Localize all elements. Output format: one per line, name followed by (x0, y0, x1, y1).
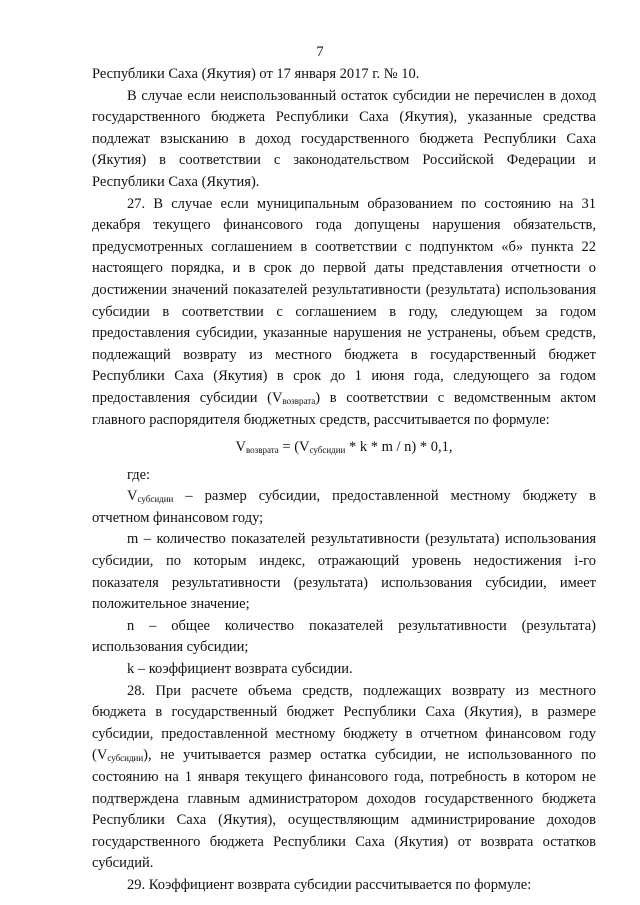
paragraph-continuation: Республики Саха (Якутия) от 17 января 2017 г. № 10. (92, 66, 420, 82)
page-number: 7 (316, 44, 324, 60)
paragraph-29: 29. Коэффициент возврата субсидии рассчитывается по формуле: (127, 876, 532, 893)
definition-v-subsidy (92, 486, 596, 529)
definition-v-text: – размер субсидии, предоставленной местному бюджету в отчетном финансовом году; (92, 488, 596, 526)
paragraph-27-text-start: 27. В случае если муниципальным образованием по состоянию на 31 декабря текущего финансового года допущены нарушения обязательств, предусмотренных соглашением в соответствии с подпунктом «б» пункта 22 настоящего порядка, и в срок до первой даты представления отчетности о достижении значений показателей результативности (результата) использования субсидии в соответствии с соглашением в году, следующем за годом предоставления субсидии, указанные нарушения не устранены, объем средств, подлежащий возврату из местного бюджета в государственный бюджет Республики Саха (Якутия) в срок до 1 июня года, следующего за годом предоставления субсидии (V (92, 195, 596, 406)
definition-m: m – количество показателей результативности (результата) использования субсидии, по которым индекс, отражающий уровень недостижения i-го показателя результативности (результата) использования субсидии, имеет положительное значение; (92, 531, 596, 613)
formula-refund (92, 437, 596, 459)
paragraph-28-text-start: 28. При расчете объема средств, подлежащих возврату из местного бюджета в государственный бюджет Республики Саха (Якутия), в размере субсидии, предоставленной местному бюджету в отчетном финансовом году (V (92, 682, 596, 764)
formula-middle: = (V (278, 439, 310, 456)
paragraph-28-subscript: субсидии (107, 753, 144, 764)
where-label: где: (127, 466, 151, 483)
definition-k: k – коэффициент возврата субсидии. (127, 661, 353, 678)
paragraph-28 (92, 681, 596, 875)
document-body (92, 64, 596, 897)
formula-v-subscript: возврата (245, 445, 279, 456)
definition-v-subscript: субсидии (137, 494, 174, 505)
paragraph-unused-balance: В случае если неиспользованный остаток субсидии не перечислен в доход государственного бюджета Республики Саха (Якутия), указанные средства подлежат взысканию в доход государственного бюджета Республики Саха (Якутия) в соответствии с законодательством Российской Федерации и Республики Саха (Якутия). (92, 87, 596, 190)
formula-subsidy-subscript: субсидии (309, 445, 346, 456)
paragraph-27-text-end: ) в соответствии с ведомственным актом главного распорядителя бюджетных средств, рассчитывается по формуле: (92, 389, 596, 428)
formula-end: * k * m / n) * 0,1, (345, 439, 453, 456)
formula-v-symbol: V (235, 439, 246, 456)
definition-n: n – общее количество показателей результативности (результата) использования субсидии; (92, 617, 596, 656)
paragraph-27 (92, 194, 596, 432)
definition-v-symbol: V (127, 488, 138, 505)
paragraph-27-subscript: возврата (282, 395, 316, 406)
paragraph-28-text-end: ), не учитывается размер остатка субсидии, не использованного по состоянию на 1 января текущего финансового года, потребность в котором не подтверждена главным администратором доходов государственного бюджета Республики Саха (Якутия), осуществляющим администрирование доходов государственного бюджета Республики Саха (Якутия) от возврата остатков субсидий. (92, 747, 596, 872)
